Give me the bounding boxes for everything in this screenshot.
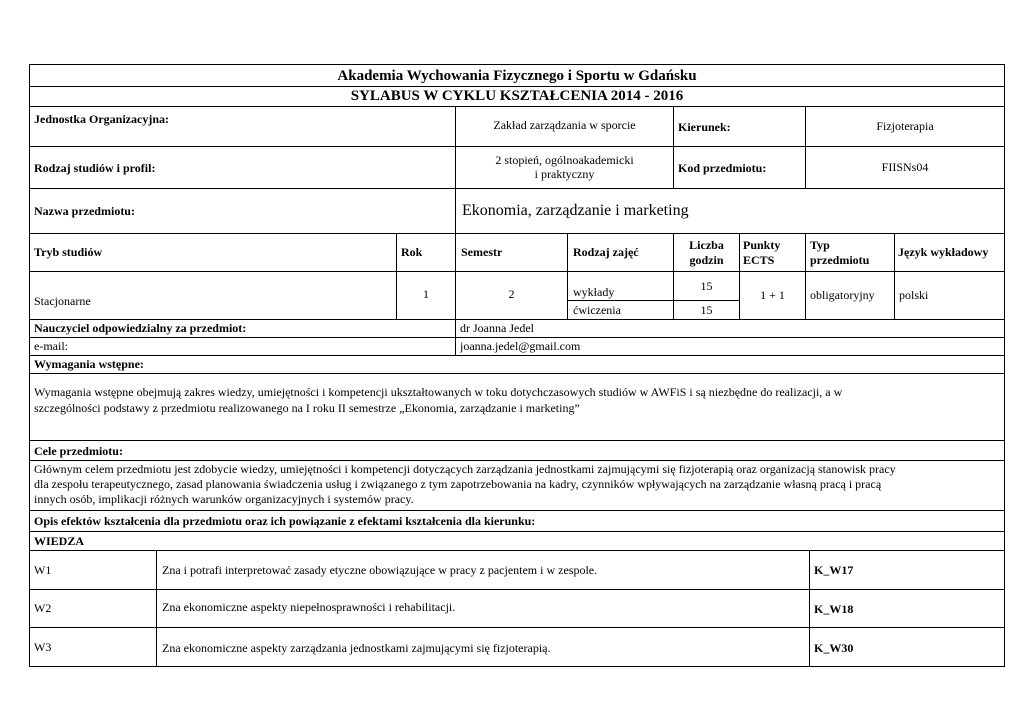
- row-hours-2: 15: [700, 303, 713, 317]
- outcome-ref: K_W17: [814, 563, 854, 577]
- row-mode: Stacjonarne: [34, 294, 91, 308]
- teacher-label: Nauczyciel odpowiedzialny za przedmiot:: [34, 321, 247, 335]
- header-mode: Tryb studiów: [34, 245, 103, 259]
- header-ects-line1: Punkty: [743, 238, 781, 252]
- header-subject-type-line2: przedmiotu: [810, 253, 870, 267]
- requirements-line-1: Wymagania wstępne obejmują zakres wiedzy, umiejętności i kompetencji ukształtowanych w toku dotychczasowych studiów w AWFiS i są niezbędne do realizacji, a w: [34, 385, 843, 399]
- outcome-code: W1: [34, 563, 52, 577]
- header-ects-line2: ECTS: [743, 253, 775, 267]
- requirements-line-2: szczególności podstawy z przedmiotu realizowanego na I roku II semestrze „Ekonomia, zarządzanie i marketing”: [34, 401, 580, 415]
- row-ects: 1 + 1: [760, 288, 785, 302]
- outcome-code: W2: [34, 601, 52, 615]
- header-subject-type-line1: Typ: [810, 238, 830, 252]
- outcome-ref: K_W30: [814, 641, 854, 655]
- institution-title: Akademia Wychowania Fizycznego i Sportu w Gdańsku: [337, 68, 697, 84]
- outcome-text: Zna ekonomiczne aspekty niepełnosprawności i rehabilitacji.: [162, 600, 456, 614]
- goals-line-3: innych osób, implikacji różnych warunków organizacyjnych i systemów pracy.: [34, 492, 414, 506]
- code-label: Kod przedmiotu:: [678, 161, 767, 175]
- header-semester: Semestr: [461, 245, 503, 259]
- study-type-value-line2: i praktyczny: [534, 167, 595, 181]
- goals-line-2: dla zespołu terapeutycznego, zasad planowania świadczenia usług i związanego z tym zapotrzebowania na kadry, czynników wpływających na zarządzanie własną pracą i pracą: [34, 477, 882, 491]
- goals-line-1: Głównym celem przedmiotu jest zdobycie wiedzy, umiejętności i kompetencji dotyczących zarządzania jednostkami zajmującymi się fizjoterapią oraz organizacją stanowisk pracy: [34, 462, 896, 476]
- field-label: Kierunek:: [678, 120, 731, 134]
- study-type-value-line1: 2 stopień, ogólnoakademicki: [495, 153, 634, 167]
- subject-label: Nazwa przedmiotu:: [34, 204, 135, 218]
- header-hours-line2: godzin: [689, 253, 724, 267]
- row-year: 1: [423, 287, 429, 301]
- requirements-title: Wymagania wstępne:: [34, 357, 144, 371]
- outcomes-title: Opis efektów kształcenia dla przedmiotu oraz ich powiązanie z efektami kształcenia dla kierunku:: [34, 514, 536, 528]
- email-value[interactable]: joanna.jedel@gmail.com: [460, 339, 581, 353]
- header-class-type: Rodzaj zajęć: [573, 245, 639, 259]
- knowledge-title: WIEDZA: [34, 534, 85, 548]
- header-language: Język wykładowy: [898, 245, 989, 259]
- code-value: FIISNs04: [881, 160, 929, 174]
- row-class-2: ćwiczenia: [573, 303, 621, 317]
- outcome-text: Zna ekonomiczne aspekty zarządzania jednostkami zajmującymi się fizjoterapią.: [162, 641, 551, 655]
- teacher-value: dr Joanna Jedel: [460, 321, 534, 335]
- row-hours-1: 15: [700, 279, 713, 293]
- unit-label: Jednostka Organizacyjna:: [34, 112, 169, 126]
- syllabus-title: SYLABUS W CYKLU KSZTAŁCENIA 2014 - 2016: [350, 88, 684, 104]
- row-semester: 2: [508, 287, 515, 301]
- study-type-label: Rodzaj studiów i profil:: [34, 161, 156, 175]
- outcome-ref: K_W18: [814, 602, 854, 616]
- outcome-code: W3: [34, 640, 52, 654]
- goals-title: Cele przedmiotu:: [34, 444, 123, 458]
- unit-value: Zakład zarządzania w sporcie: [493, 118, 636, 132]
- field-value: Fizjoterapia: [876, 119, 934, 133]
- subject-value: Ekonomia, zarządzanie i marketing: [462, 202, 689, 219]
- email-label: e-mail:: [34, 339, 68, 353]
- header-hours-line1: Liczba: [689, 238, 724, 252]
- row-subject-type: obligatoryjny: [810, 288, 875, 302]
- row-class-1: wykłady: [573, 285, 615, 299]
- row-language: polski: [899, 288, 929, 302]
- outcome-text: Zna i potrafi interpretować zasady etyczne obowiązujące w pracy z pacjentem i w zespole.: [162, 563, 598, 577]
- header-year: Rok: [401, 245, 423, 259]
